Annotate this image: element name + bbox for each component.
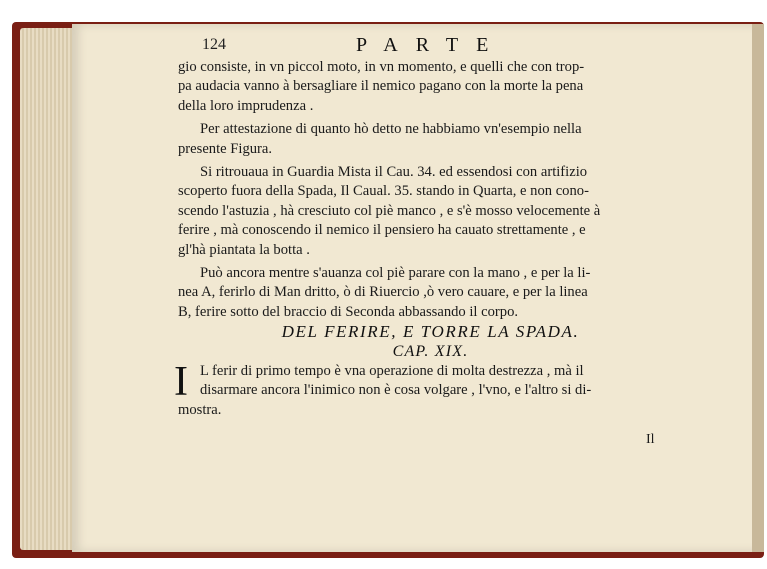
text-line: L ferir di primo tempo è vna operazione di molta destrezza , mà il bbox=[200, 363, 584, 380]
text-line: pa audacia vanno à bersagliare il nemico pagano con la morte la pena bbox=[178, 78, 584, 95]
text-line: scoperto fuora della Spada, Il Caual. 35. stando in Quarta, e non cono- bbox=[178, 183, 589, 200]
page-number: 124 bbox=[202, 36, 226, 53]
running-head: PARTE bbox=[356, 34, 507, 56]
text-line: gio consiste, in vn piccol moto, in vn momento, e quelli che con trop- bbox=[178, 59, 585, 75]
chapter-number: CAP. XIX. bbox=[392, 343, 469, 361]
text-line: nea A, ferirlo di Man dritto, ò di Riuercio ,ò vero cauare, e per la linea bbox=[178, 284, 588, 301]
text-line: B, ferire sotto del braccio di Seconda abbassando il corpo. bbox=[178, 303, 519, 320]
text-line: gl'hà piantata la botta . bbox=[178, 241, 310, 258]
drop-cap: I bbox=[174, 359, 188, 406]
page-header bbox=[130, 36, 690, 60]
text-line: Si ritrouaua in Guardia Mista il Cau. 34. ed essendosi con artifizio bbox=[200, 163, 588, 180]
body-text bbox=[174, 58, 683, 420]
text-line: ferire , mà conoscendo il nemico il pensiero ha cauato strettamente , e bbox=[178, 222, 586, 239]
page-edges bbox=[20, 28, 80, 550]
text-line: Può ancora mentre s'auanza col piè parare con la mano , e per la li- bbox=[200, 264, 591, 281]
page-fold bbox=[752, 24, 764, 552]
text-line: disarmare ancora l'inimico non è cosa volgare , l'vno, e l'altro si di- bbox=[200, 382, 592, 399]
text-line: presente Figura. bbox=[178, 140, 273, 157]
text-line: scendo l'astuzia , hà cresciuto col piè manco , e s'è mosso velocemente à bbox=[178, 202, 601, 219]
text-line: della loro imprudenza . bbox=[178, 97, 314, 114]
text-line: Per attestazione di quanto hò detto ne habbiamo vn'esempio nella bbox=[200, 121, 582, 138]
text-line: mostra. bbox=[178, 401, 222, 418]
chapter-title: DEL FERIRE, E TORRE LA SPADA. bbox=[281, 322, 580, 342]
catchword: Il bbox=[646, 432, 655, 447]
